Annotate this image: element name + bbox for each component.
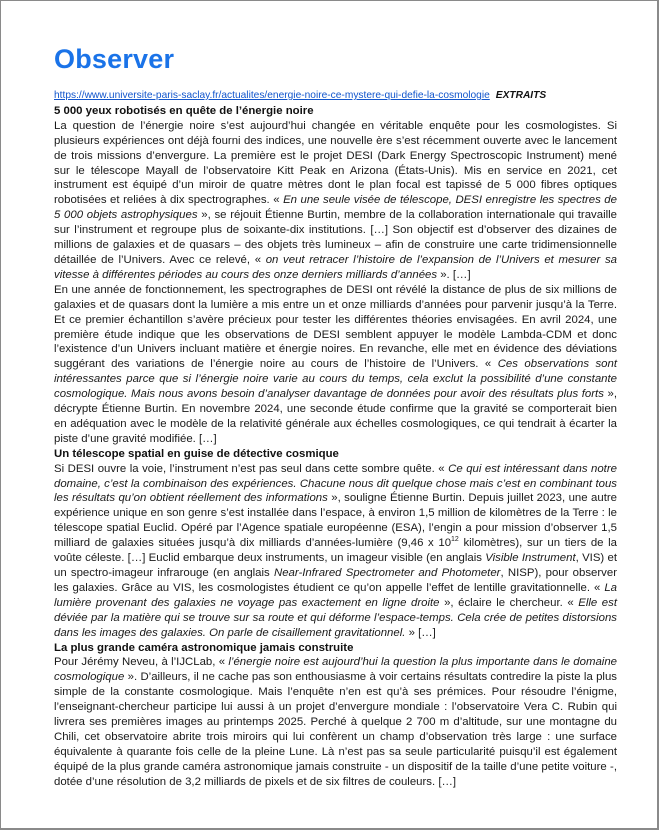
- paragraph: [54, 283, 617, 447]
- body-text: ». D’ailleurs, il ne cache pas son enthousiasme à voir certains résultats contredire la piste la plus simple de la constante cosmologique. Mais l’enquête n’en est qu’à ses prémices. Pour résoudre l’énigme, l’enseignant-chercheur participe lui aussi à un projet d’envergure mondiale : l’observatoire Vera C. Rubin qui livrera ses premières images au printemps 2025. Perché à quelque 2 700 m d’altitude, sur une montagne du Chili, cet observatoire abrite trois miroirs qui lui confèrent un champ d’observation très large : une surface équivalente à quarante fois celle de la pleine Lune. Là n’est pas sa seule particularité puisqu’il est également équipé de la plus grande caméra astronomique jamais construite - un dispositif de la taille d’une petite voiture -, dotée d’une résolution de 3,2 milliards de pixels et de six filtres de couleurs. […]: [54, 671, 617, 788]
- quote-text: Near-Infrared Spectrometer and Photometer: [273, 567, 501, 579]
- body-text: , NISP), pour observer les galaxies. Grâce au VIS, les cosmologistes étudient ce qu’on appelle l’effet de lentille gravitationnelle. «: [54, 567, 617, 594]
- paragraph: [54, 119, 617, 283]
- quote-text: La lumière provenant des galaxies ne voyage pas exactement en ligne droite: [54, 581, 617, 609]
- body-text: La question de l’énergie noire s’est aujourd’hui changée en véritable enquête pour les cosmologistes. Si plusieurs expériences ont déjà fourni des indices, une nouvelle ère s’est récemment ouverte avec le lancement de trois missions d’envergure. La première est le projet DESI (Dark Energy Spectroscopic Instrument) mené sur le télescope Mayall de l’observatoire Kitt Peak en Arizona (États-Unis). Mis en service en 2021, cet instrument est équipé d’un miroir de quatre mètres dont le plan focal est tapissé de 5 000 fibres optiques robotisées et reliées à dix spectrographes. «: [54, 119, 617, 207]
- section-heading: 5 000 yeux robotisés en quête de l’énergie noire: [54, 104, 314, 117]
- body-text: », se réjouit Étienne Burtin, membre de la collaboration internationale qui travaille sur l’instrument et regroupe plus de soixante-dix institutions. […] Son objectif est d’observer des dizaines de millions de galaxies et de quasars – des objets très lumineux – afin de construire une carte tridimensionnelle détaillée de l’Univers. Avec ce relevé, «: [54, 209, 618, 266]
- source-line: [54, 89, 617, 104]
- body-text: Pour Jérémy Neveu, à l’IJCLab, «: [54, 656, 229, 669]
- paragraph: [54, 655, 617, 789]
- body-text: » […]: [405, 626, 436, 639]
- article-sections: [54, 104, 617, 790]
- page-title: Observer: [54, 44, 175, 74]
- quote-text: Elle est déviée par la matière qui se trouve sur sa route et qui déforme l’espace-temps. Cela crée de petites distorsions dans les images des galaxies. On parle de cisaillement gravitationnel.: [54, 596, 617, 639]
- body-text: », souligne Étienne Burtin. Depuis juillet 2023, une autre expérience unique en son genre s’est installée dans l’espace, à environ 1,5 million de kilomètres de la Terre : le télescope spatial Euclid. Opéré par l’Agence spatiale européenne (ESA), l’engin a pour mission d’observer 1,5 milliard de galaxies situées jusqu’à dix milliards d’années-lumière (9,46 x 10: [54, 492, 617, 550]
- quote-text: En une seule visée de télescope, DESI enregistre les spectres de 5 000 objets astrophysiques: [54, 194, 617, 222]
- paragraph: [54, 462, 617, 641]
- source-link[interactable]: https://www.universite-paris-saclay.fr/actualites/energie-noire-ce-mystere-qui-defie-la-cosmologie: [54, 90, 490, 101]
- quote-text: l’énergie noire est aujourd’hui la question la plus importante dans le domaine cosmologique: [54, 656, 617, 684]
- quote-text: Ces observations sont intéressantes parce que si l’énergie noire varie au cours du temps, cela exclut la possibilité d’une constante cosmologique. Mais nous avons besoin d’analyser davantage de données pour avoir des résultats plus forts: [54, 358, 618, 401]
- body-text: En une année de fonctionnement, les spectrographes de DESI ont révélé la distance de plus de six millions de galaxies et de quasars dont la lumière a mis entre un et onze milliards d’années pour parvenir jusqu’à la Terre. Et ce premier échantillon s’avère précieux pour tester les différentes théories envisagées. En avril 2024, une première étude indique que les observations de DESI semblent appuyer le modèle Lambda-CDM et donc l’existence d’un Univers incluant matière et énergie noires. En revanche, elle met en évidence des déviations suggérant des variations de l’énergie noire au cours de l’histoire de l’Univers. «: [54, 283, 617, 371]
- quote-text: on veut retracer l’histoire de l’expansion de l’Univers et mesurer sa vitesse à différentes périodes au cours des onze derniers milliards d’années: [54, 253, 617, 281]
- body-text: », éclaire le chercheur. «: [439, 596, 579, 609]
- document-content: [54, 41, 617, 790]
- quote-text: Visible Instrument: [485, 552, 576, 565]
- body-text: , VIS) et un spectro-imageur infrarouge (en anglais: [54, 552, 618, 579]
- body-text: », décrypte Étienne Burtin. En novembre 2024, une seconde étude confirme que la gravité se comporterait bien en adéquation avec le modèle de la relativité générale aux échelles cosmologiques, ce qui tendrait à écarter la piste d’une gravité modifiée. […]: [54, 388, 617, 445]
- body-text: ». […]: [437, 268, 471, 281]
- body-text: Si DESI ouvre la voie, l’instrument n’est pas seul dans cette sombre quête. «: [54, 462, 449, 475]
- section-heading: Un télescope spatial en guise de détective cosmique: [54, 447, 339, 460]
- body-text: kilomètres), sur un tiers de la voûte céleste. […] Euclid embarque deux instruments, un imageur visible (en anglais: [54, 537, 617, 565]
- extracts-label: EXTRAITS: [495, 90, 547, 101]
- superscript: 12: [451, 536, 459, 544]
- quote-text: Ce qui est intéressant dans notre domaine, c’est la combinaison des expériences. Chacune nous dit quelque chose mais c’est en combinant tous les résultats qu’on obtient réellement des informations: [54, 462, 617, 505]
- section-heading: La plus grande caméra astronomique jamais construite: [54, 641, 354, 654]
